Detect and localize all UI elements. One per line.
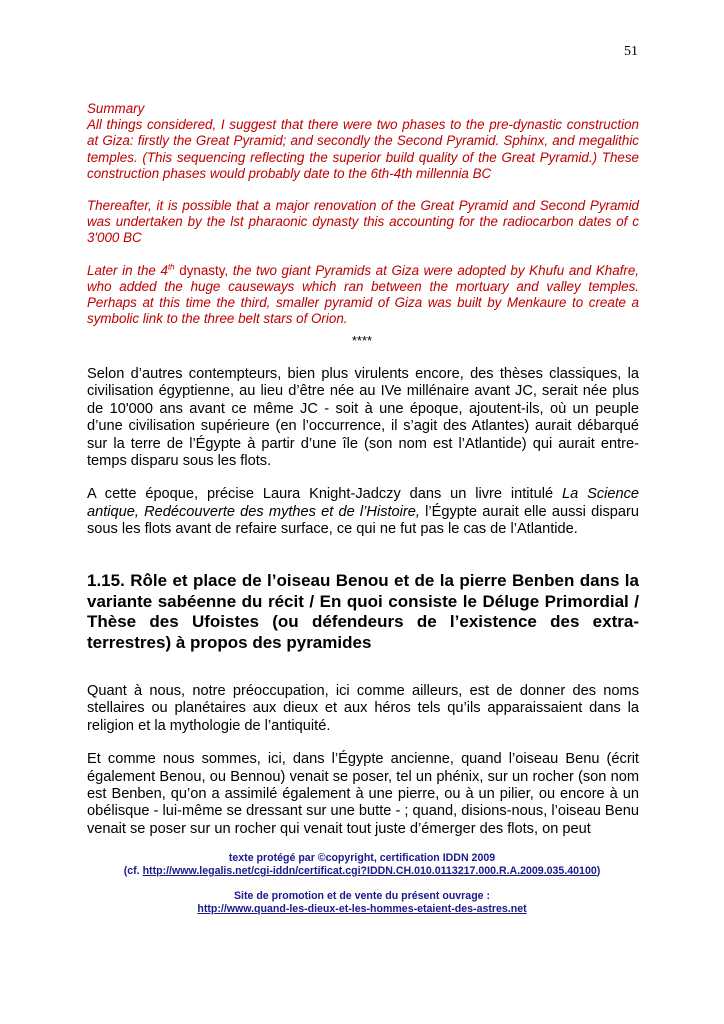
body-p2-end: l’Égypte aurait elle aussi disparu sous les flots avant de refaire surface, ce qui ne fut pas le cas de l’Atlantide.	[87, 503, 639, 538]
body-paragraph-2	[87, 486, 639, 538]
summary-heading: Summary	[87, 101, 145, 116]
body-paragraph-4: Et comme nous sommes, ici, dans l’Égypte ancienne, quand l’oiseau Benu (écrit également Benou, ou Bennou) venait se poser, tel un phénix, sur un rocher (son nom est Benben, qu’on a assimilé également à une pierre, ou à un pilier, ou encore à un obélisque - lui-même se dressant sur une butte - ; quand, disions-nous, l’oiseau Benu venait se poser sur un rocher qui venait tout juste d’émerger des flots, on peut	[87, 751, 639, 837]
body-p2-start: A cette époque, précise Laura Knight-Jadczy dans un livre intitulé	[87, 486, 562, 503]
body-paragraph-1: Selon d’autres contempteurs, bien plus virulents encore, des thèses classiques, la civilisation égyptienne, au lieu d’être née au IVe millénaire avant JC, serait née plus de 10'000 ans avant ce même JC - soit à une époque, ajoutent-ils, où un peuple d’une civilisation supérieure (en l’occurrence, il s’agit des Atlantes) aurait débarqué sur la terre de l’Égypte à partir d’une île (son nom est l’Atlantide) qui aurait entre-temps disparu sous les flots.	[87, 366, 639, 470]
summary-paragraph-2: Thereafter, it is possible that a major renovation of the Great Pyramid and Second Pyramid was undertaken by the lst pharaonic dynasty this accounting for the radiocarbon dates of c 3'000 BC	[87, 198, 639, 246]
certificate-line	[0, 865, 724, 878]
body-block-1	[87, 366, 639, 555]
summary-p3-lead: Later in the 4	[87, 262, 168, 278]
summary-paragraph-3	[87, 263, 639, 328]
certificate-prefix: (cf.	[123, 865, 143, 877]
promo-site-link[interactable]: http://www.quand-les-dieux-et-les-hommes-etaient-des-astres.net	[197, 903, 527, 915]
page-footer	[0, 852, 724, 916]
copyright-notice: texte protégé par ©copyright, certification IDDN 2009	[228, 852, 496, 864]
summary-p3-superscript: th	[167, 262, 175, 272]
body-paragraph-3: Quant à nous, notre préoccupation, ici comme ailleurs, est de donner des noms stellaires ou planétaires aux dieux et aux héros tels qu’ils apparaissaient dans la religion et la mythologie de l’antiquité.	[87, 683, 639, 734]
body-block-2	[87, 683, 639, 854]
book-title: La Science antique, Redécouverte des mythes et de l’Histoire,	[87, 486, 639, 520]
footer-spacer	[0, 878, 724, 890]
summary-paragraph-1	[87, 101, 639, 182]
summary-text-1: All things considered, I suggest that there were two phases to the pre-dynastic construction at Giza: firstly the Great Pyramid; and secondly the Second Pyramid. Sphinx, and megalithic temples. (This sequencing reflecting the superior build quality of the Great Pyramid.) These construction phases would probably date to the 6th-4th millennia BC	[87, 117, 639, 181]
certificate-link[interactable]: http://www.legalis.net/cgi-iddn/certificat.cgi?IDDN.CH.010.0113217.000.R.A.2009.035.40100	[142, 865, 597, 877]
promo-label: Site de promotion et de vente du présent ouvrage :	[233, 890, 491, 902]
section-separator: ****	[351, 333, 373, 348]
summary-block	[87, 101, 639, 343]
section-heading: 1.15. Rôle et place de l’oiseau Benou et de la pierre Benben dans la variante sabéenne du récit / En quoi consiste le Déluge Primordial / Thèse des Ufoistes (ou défendeurs de l’existence des extra-terrestres) à propos des pyramides	[87, 571, 639, 652]
page-number: 51	[624, 44, 638, 59]
summary-p3-rest: the two giant Pyramids at Giza were adopted by Khufu and Khafre, who added the huge causeways which ran between the mortuary and valley temples. Perhaps at this time the third, smaller pyramid of Giza was built by Menkaure to create a symbolic link to the three belt stars of Orion.	[87, 262, 639, 327]
summary-p3-upright: dynasty,	[174, 262, 233, 278]
promo-line	[0, 903, 724, 916]
certificate-suffix: )	[596, 865, 601, 877]
